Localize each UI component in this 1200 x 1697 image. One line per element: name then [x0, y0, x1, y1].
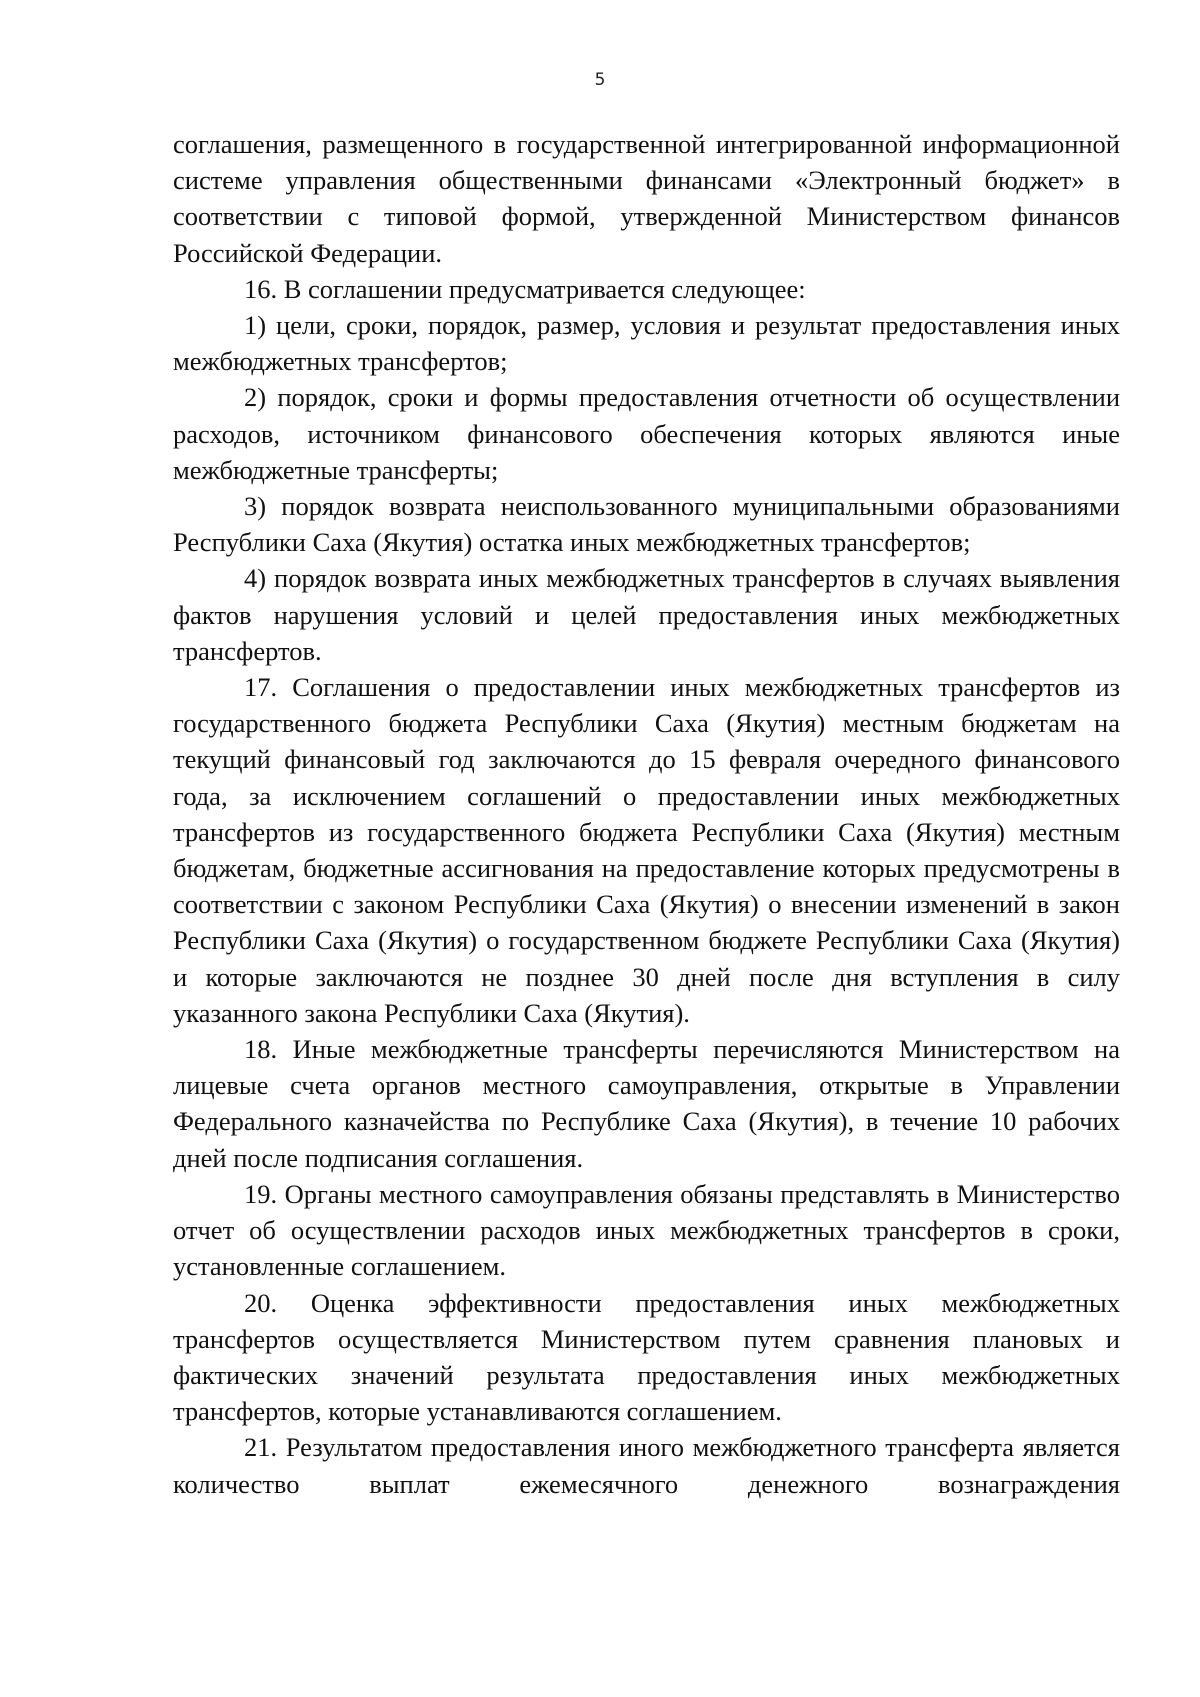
paragraph-16-item-1: 1) цели, сроки, порядок, размер, условия и результат предоставления иных межбюджетных трансфертов; — [173, 310, 1120, 377]
paragraph-18: 18. Иные межбюджетные трансферты перечисляются Министерством на лицевые счета органов местного самоуправления, открытые в Управлении Федерального казначейства по Республике Саха (Якутия), в течение 10 рабочих дней после подписания соглашения. — [173, 1034, 1120, 1173]
paragraph-16: 16. В соглашении предусматривается следующее: — [244, 273, 806, 304]
paragraph-17: 17. Соглашения о предоставлении иных межбюджетных трансфертов из государственного бюджета Республики Саха (Якутия) местным бюджетам на текущий финансовый год заключаются до 15 февраля очередного финансового года, за исключением соглашений о предоставлении иных межбюджетных трансфертов из государственного бюджета Республики Саха (Якутия) местным бюджетам, бюджетные ассигнования на предоставление которых предусмотрены в соответствии с законом Республики Саха (Якутия) о внесении изменений в закон Республики Саха (Якутия) о государственном бюджете Республики Саха (Якутия) и которые заключаются не позднее 30 дней после дня вступления в силу указанного закона Республики Саха (Якутия). — [173, 672, 1120, 1028]
document-body — [173, 126, 1120, 1502]
paragraph-20: 20. Оценка эффективности предоставления иных межбюджетных трансфертов осуществляется Министерством путем сравнения плановых и фактических значений результата предоставления иных межбюджетных трансфертов, которые устанавливаются соглашением. — [173, 1287, 1120, 1427]
paragraph-16-item-2: 2) порядок, сроки и формы предоставления отчетности об осуществлении расходов, источником финансового обеспечения которых являются иные межбюджетные трансферты; — [173, 382, 1120, 485]
paragraph-agreement-continuation: соглашения, размещенного в государственной интегрированной информационной системе управления общественными финансами «Электронный бюджет» в соответствии с типовой формой, утвержденной Министерством финансов Российской Федерации. — [173, 129, 1120, 268]
paragraph-19: 19. Органы местного самоуправления обязаны представлять в Министерство отчет об осуществлении расходов иных межбюджетных трансфертов в сроки, установленные соглашением. — [173, 1178, 1120, 1282]
paragraph-21: 21. Результатом предоставления иного межбюджетного трансферта является количество выплат ежемесячного денежного вознаграждения — [173, 1432, 1120, 1499]
paragraph-16-item-3: 3) порядок возврата неиспользованного муниципальными образованиями Республики Саха (Якутия) остатка иных межбюджетных трансфертов; — [173, 491, 1120, 558]
page-number: 5 — [594, 70, 606, 90]
paragraph-16-item-4: 4) порядок возврата иных межбюджетных трансфертов в случаях выявления фактов нарушения условий и целей предоставления иных межбюджетных трансфертов. — [173, 563, 1120, 666]
